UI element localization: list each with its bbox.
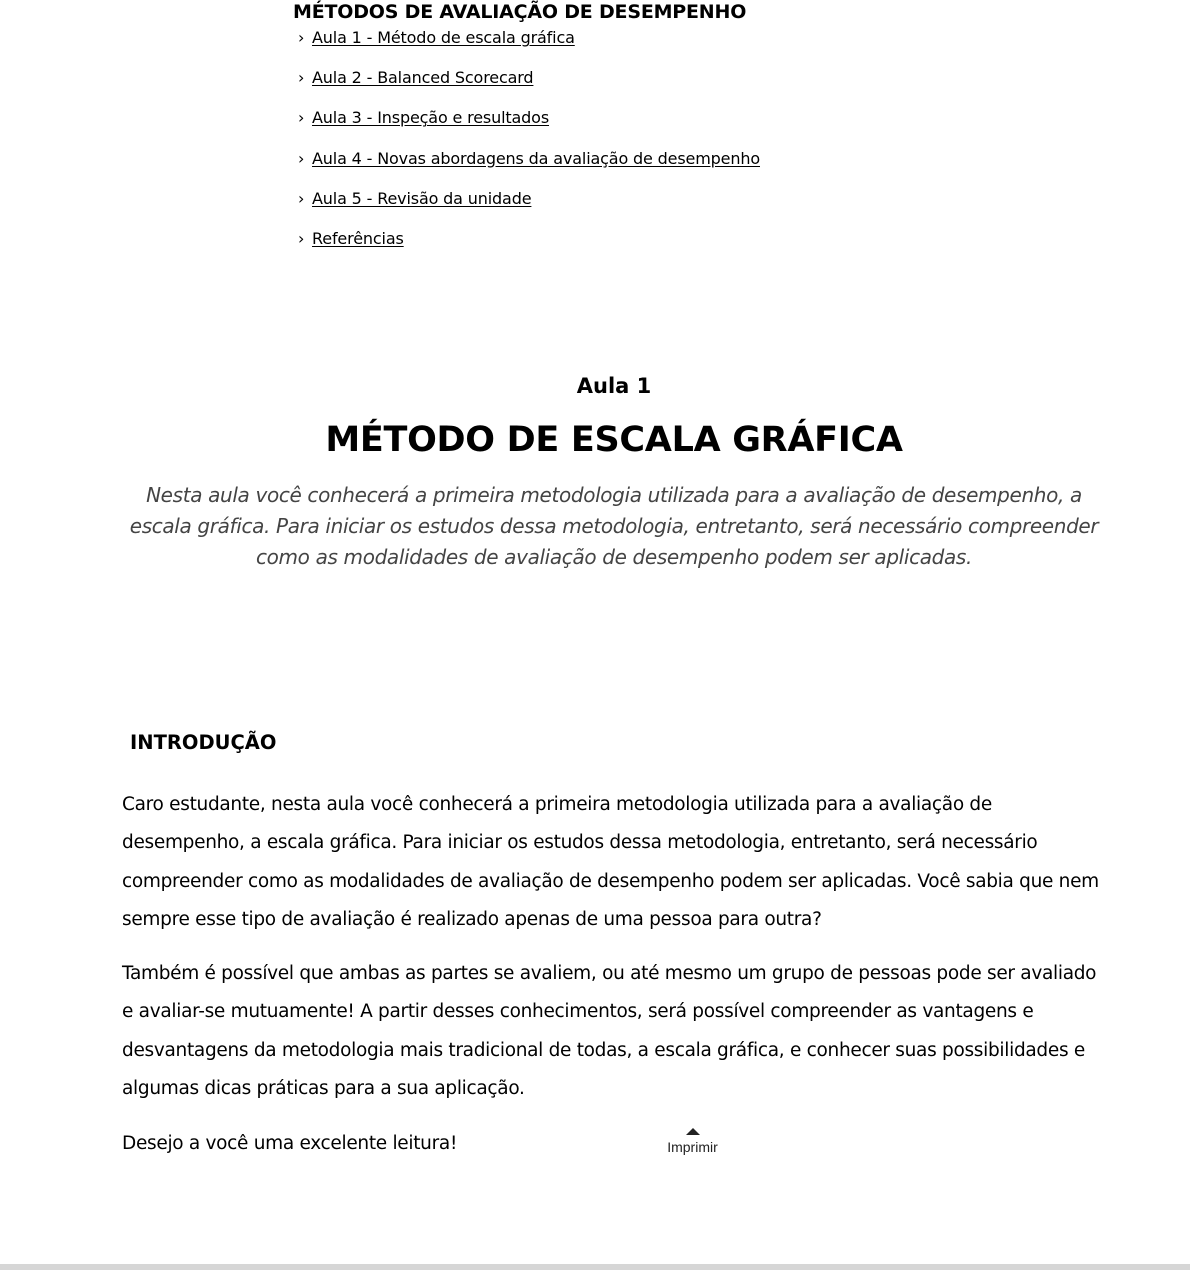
- caret-up-icon: [686, 1128, 700, 1135]
- chevron-right-icon: ›: [298, 188, 305, 208]
- toc-link-referencias[interactable]: Referências: [312, 228, 404, 248]
- print-label: Imprimir: [667, 1139, 718, 1155]
- toc-link-aula-2[interactable]: Aula 2 - Balanced Scorecard: [312, 68, 534, 88]
- chevron-right-icon: ›: [298, 28, 305, 47]
- bottom-scrollbar-track: [0, 1264, 1190, 1270]
- table-of-contents: [298, 26, 760, 267]
- chevron-right-icon: ›: [298, 148, 305, 168]
- toc-link-aula-5[interactable]: Aula 5 - Revisão da unidade: [312, 188, 532, 208]
- toc-item: [298, 26, 760, 66]
- chevron-right-icon: ›: [298, 108, 305, 128]
- print-button[interactable]: [655, 1128, 730, 1156]
- chevron-right-icon: ›: [298, 228, 305, 248]
- lesson-lead: Nesta aula você conhecerá a primeira metodologia utilizada para a avaliação de desempenho, a escala gráfica. Para iniciar os estudos dessa metodologia, entretanto, será necessário compreender como as modalidades de avaliação de desempenho podem ser aplicadas.: [129, 483, 1099, 569]
- lesson-number: Aula 1: [576, 374, 652, 398]
- toc-link-aula-1[interactable]: Aula 1 - Método de escala gráfica: [312, 28, 575, 47]
- toc-item: [298, 106, 760, 146]
- intro-paragraph: Caro estudante, nesta aula você conhecerá a primeira metodologia utilizada para a avaliação de desempenho, a escala gráfica. Para iniciar os estudos dessa metodologia, entretanto, será necessário compreender como as modalidades de avaliação de desempenho podem ser aplicadas. Você sabia que nem sempre esse tipo de avaliação é realizado apenas de uma pessoa para outra?: [122, 794, 1099, 930]
- toc-link-aula-3[interactable]: Aula 3 - Inspeção e resultados: [312, 108, 550, 128]
- intro-closing: Desejo a você uma excelente leitura!: [122, 1133, 458, 1154]
- toc-title: MÉTODOS DE AVALIAÇÃO DE DESEMPENHO: [293, 1, 747, 23]
- intro-heading: INTRODUÇÃO: [130, 731, 277, 754]
- intro-paragraph: Também é possível que ambas as partes se avaliem, ou até mesmo um grupo de pessoas pode ser avaliado e avaliar-se mutuamente! A partir desses conhecimentos, será possível compreender as vantagens e desvantagens da metodologia mais tradicional de todas, a escala gráfica, e conhecer suas possibilidades e algumas dicas práticas para a sua aplicação.: [122, 963, 1097, 1099]
- chevron-right-icon: ›: [298, 68, 305, 88]
- lesson-title: MÉTODO DE ESCALA GRÁFICA: [325, 420, 903, 460]
- toc-link-aula-4[interactable]: Aula 4 - Novas abordagens da avaliação de desempenho: [312, 148, 760, 168]
- toc-item: [298, 227, 760, 267]
- toc-item: [298, 187, 760, 227]
- toc-item: [298, 147, 760, 187]
- toc-item: [298, 66, 760, 106]
